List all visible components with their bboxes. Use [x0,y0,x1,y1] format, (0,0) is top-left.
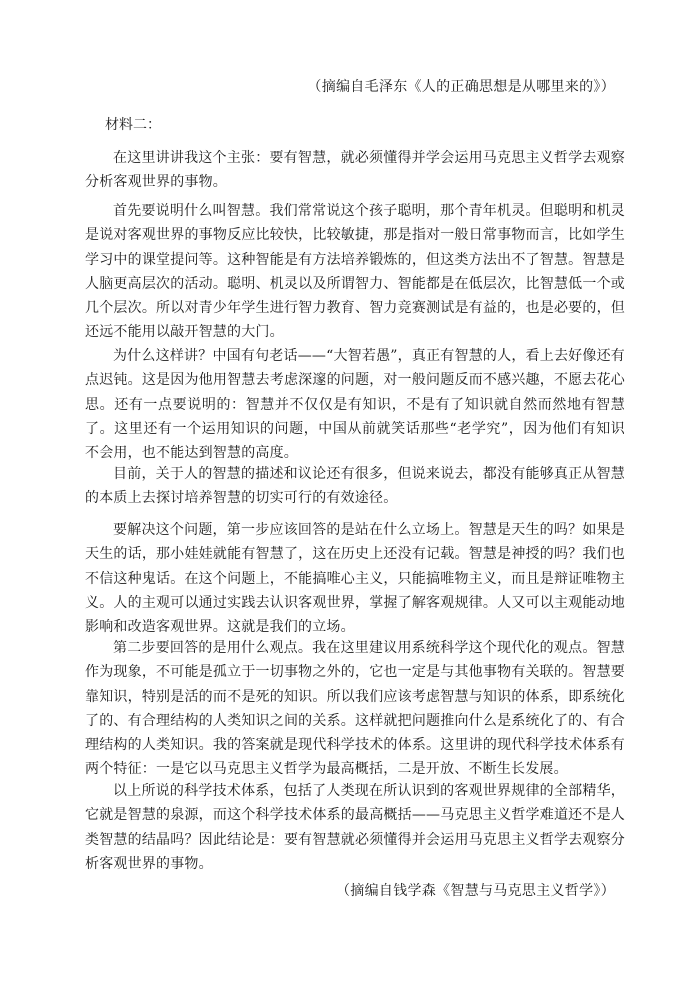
section-heading: 材料二： [105,117,161,133]
source-citation-top: （摘编自毛泽东《人的正确思想是从哪里来的》） [307,79,615,95]
paragraph-6: 第二步要回答的是用什么观点。我在这里建议用系统科学这个现代化的观点。智慧作为现象，不可能是孤立于一切事物之外的，它也一定是与其他事物有关联的。智慧要靠知识，特别是活的而不是死的知识。所以我们应该考虑智慧与知识的体系，即系统化了的、有合理结构的人类知识之间的关系。这样就把问题推向什么是系统化了的、有合理结构的人类知识。我的答案就是现代科学技术的体系。这里讲的现代科学技术体系有两个特征：一是它以马克思主义哲学为最高概括，二是开放、不断生长发展。 [85,640,625,778]
paragraph-3: 为什么这样讲？中国有句老话——“大智若愚”，真正有智慧的人，看上去好像还有点迟钝。这是因为他用智慧去考虑深邃的问题，对一般问题反而不感兴趣，不愿去花心思。还有一点要说明的：智慧并不仅仅是有知识，不是有了知识就自然而然地有智慧了。这里还有一个运用知识的问题，中国从前就笑话那些“老学究”，因为他们有知识不会用，也不能达到智慧的高度。 [85,348,625,462]
source-citation-bottom: （摘编自钱学森《智慧与马克思主义哲学》） [336,883,615,899]
paragraph-7: 以上所说的科学技术体系，包括了人类现在所认识到的客观世界规律的全部精华，它就是智慧的泉源，而这个科学技术体系的最高概括——马克思主义哲学难道还不是人类智慧的结晶吗？因此结论是：要有智慧就必须懂得并会运用马克思主义哲学去观察分析客观世界的事物。 [85,783,625,872]
paragraph-2: 首先要说明什么叫智慧。我们常常说这个孩子聪明，那个青年机灵。但聪明和机灵是说对客观世界的事物反应比较快，比较敏捷，那是指对一般日常事物而言，比如学生学习中的课堂提问等。这种智能是有方法培养锻炼的，但这类方法出不了智慧。智慧是人脑更高层次的活动。聪明、机灵以及所谓智力、智能都是在低层次，比智慧低一个或几个层次。所以对青少年学生进行智力教育、智力竞赛测试是有益的，也是必要的，但还远不能用以敲开智慧的大门。 [85,203,625,341]
paragraph-4: 目前，关于人的智慧的描述和议论还有很多，但说来说去，都没有能够真正从智慧的本质上去探讨培养智慧的切实可行的有效途径。 [85,466,625,507]
paragraph-1: 在这里讲讲我这个主张：要有智慧，就必须懂得并学会运用马克思主义哲学去观察分析客观世界的事物。 [85,150,625,191]
paragraph-5: 要解决这个问题，第一步应该回答的是站在什么立场上。智慧是天生的吗？如果是天生的话，那小娃娃就能有智慧了，这在历史上还没有记载。智慧是神授的吗？我们也不信这种鬼话。在这个问题上，不能搞唯心主义，只能搞唯物主义，而且是辩证唯物主义。人的主观可以通过实践去认识客观世界，掌握了解客观规律。人又可以主观能动地影响和改造客观世界。这就是我们的立场。 [85,522,625,636]
